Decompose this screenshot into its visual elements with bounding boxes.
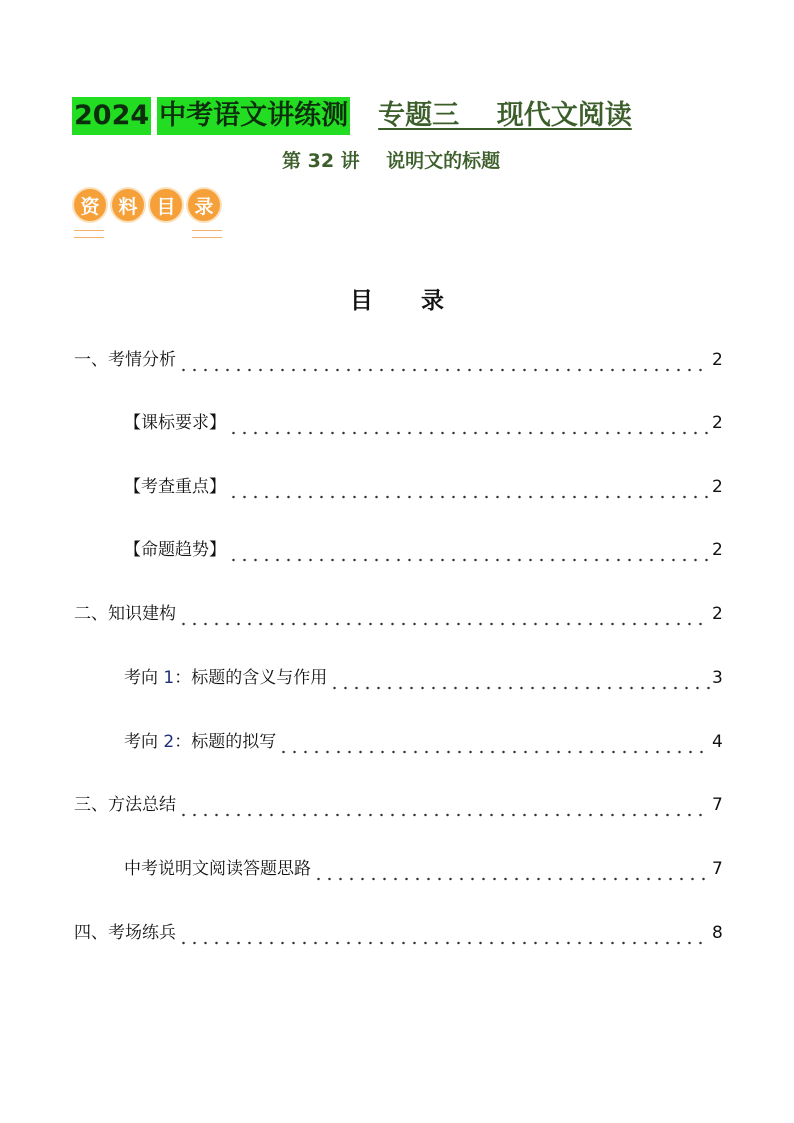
toc-entry-page: 7 — [712, 795, 723, 815]
toc-leader-dots — [178, 927, 710, 945]
toc-leader-dots — [228, 544, 710, 562]
toc-leader-dots — [178, 608, 710, 626]
year-label: 2024 — [72, 97, 151, 135]
toc-entry-label: 【课标要求】 — [124, 413, 226, 433]
toc-leader-dots — [178, 799, 710, 817]
toc-entry-page: 4 — [712, 732, 723, 752]
toc-entry[interactable] — [124, 475, 722, 499]
toc-entry-label: 二、知识建构 — [74, 604, 176, 624]
toc-leader-dots — [278, 736, 710, 754]
badge-underline-left — [74, 230, 104, 238]
toc-entry-page: 8 — [712, 923, 723, 943]
badge-underline-right — [192, 230, 222, 238]
toc-entry[interactable] — [124, 538, 722, 562]
toc-entry-page: 3 — [712, 668, 723, 688]
toc-entry[interactable] — [124, 411, 722, 435]
badge-char: 目 — [148, 187, 184, 223]
toc-entry[interactable] — [74, 921, 722, 945]
toc-entry-label: 四、考场练兵 — [74, 923, 176, 943]
series-title: 中考语文讲练测 — [157, 97, 350, 135]
toc-entry-page: 7 — [712, 859, 723, 879]
toc-leader-dots — [178, 354, 710, 372]
toc-leader-dots — [228, 481, 710, 499]
toc-entry-label: 中考说明文阅读答题思路 — [124, 859, 311, 879]
toc-entry[interactable] — [124, 730, 722, 754]
toc-entry-text: ：标题的含义与作用 — [174, 668, 328, 688]
toc-entry[interactable] — [124, 857, 722, 881]
toc-entry-prefix: 考向 — [124, 732, 164, 752]
toc-entry-number: 1 — [163, 668, 175, 688]
badge-char: 料 — [110, 187, 146, 223]
toc-entry-label: 【考查重点】 — [124, 477, 226, 497]
toc-entry-label: 一、考情分析 — [74, 350, 176, 370]
badge-char: 资 — [72, 187, 108, 223]
toc-entry-prefix: 考向 — [124, 668, 164, 688]
toc-entry-label: 三、方法总结 — [74, 795, 176, 815]
toc-entry-page: 2 — [712, 604, 723, 624]
toc-leader-dots — [228, 417, 710, 435]
toc-entry[interactable] — [74, 793, 722, 817]
materials-contents-badge — [72, 187, 224, 223]
toc-entry-text: ：标题的拟写 — [174, 732, 277, 752]
toc-entry[interactable] — [74, 348, 722, 372]
toc-entry-page: 2 — [712, 540, 723, 560]
toc-entry-label: 【命题趋势】 — [124, 540, 226, 560]
toc-entry-page: 2 — [712, 477, 723, 497]
toc-leader-dots — [329, 672, 710, 690]
toc-title: 目 录 — [349, 287, 445, 314]
badge-char: 录 — [186, 187, 222, 223]
toc-leader-dots — [313, 863, 710, 881]
toc-entry-label — [124, 730, 276, 754]
toc-entry[interactable] — [124, 666, 722, 690]
document-header — [72, 96, 632, 136]
toc-entry-number: 2 — [163, 732, 175, 752]
lecture-title: 第 32 讲 说明文的标题 — [282, 150, 501, 172]
toc-entry[interactable] — [74, 602, 722, 626]
topic-title: 专题三 现代文阅读 — [378, 100, 632, 131]
toc-entry-page: 2 — [712, 413, 723, 433]
toc-entry-page: 2 — [712, 350, 723, 370]
toc-entry-label — [124, 666, 327, 690]
